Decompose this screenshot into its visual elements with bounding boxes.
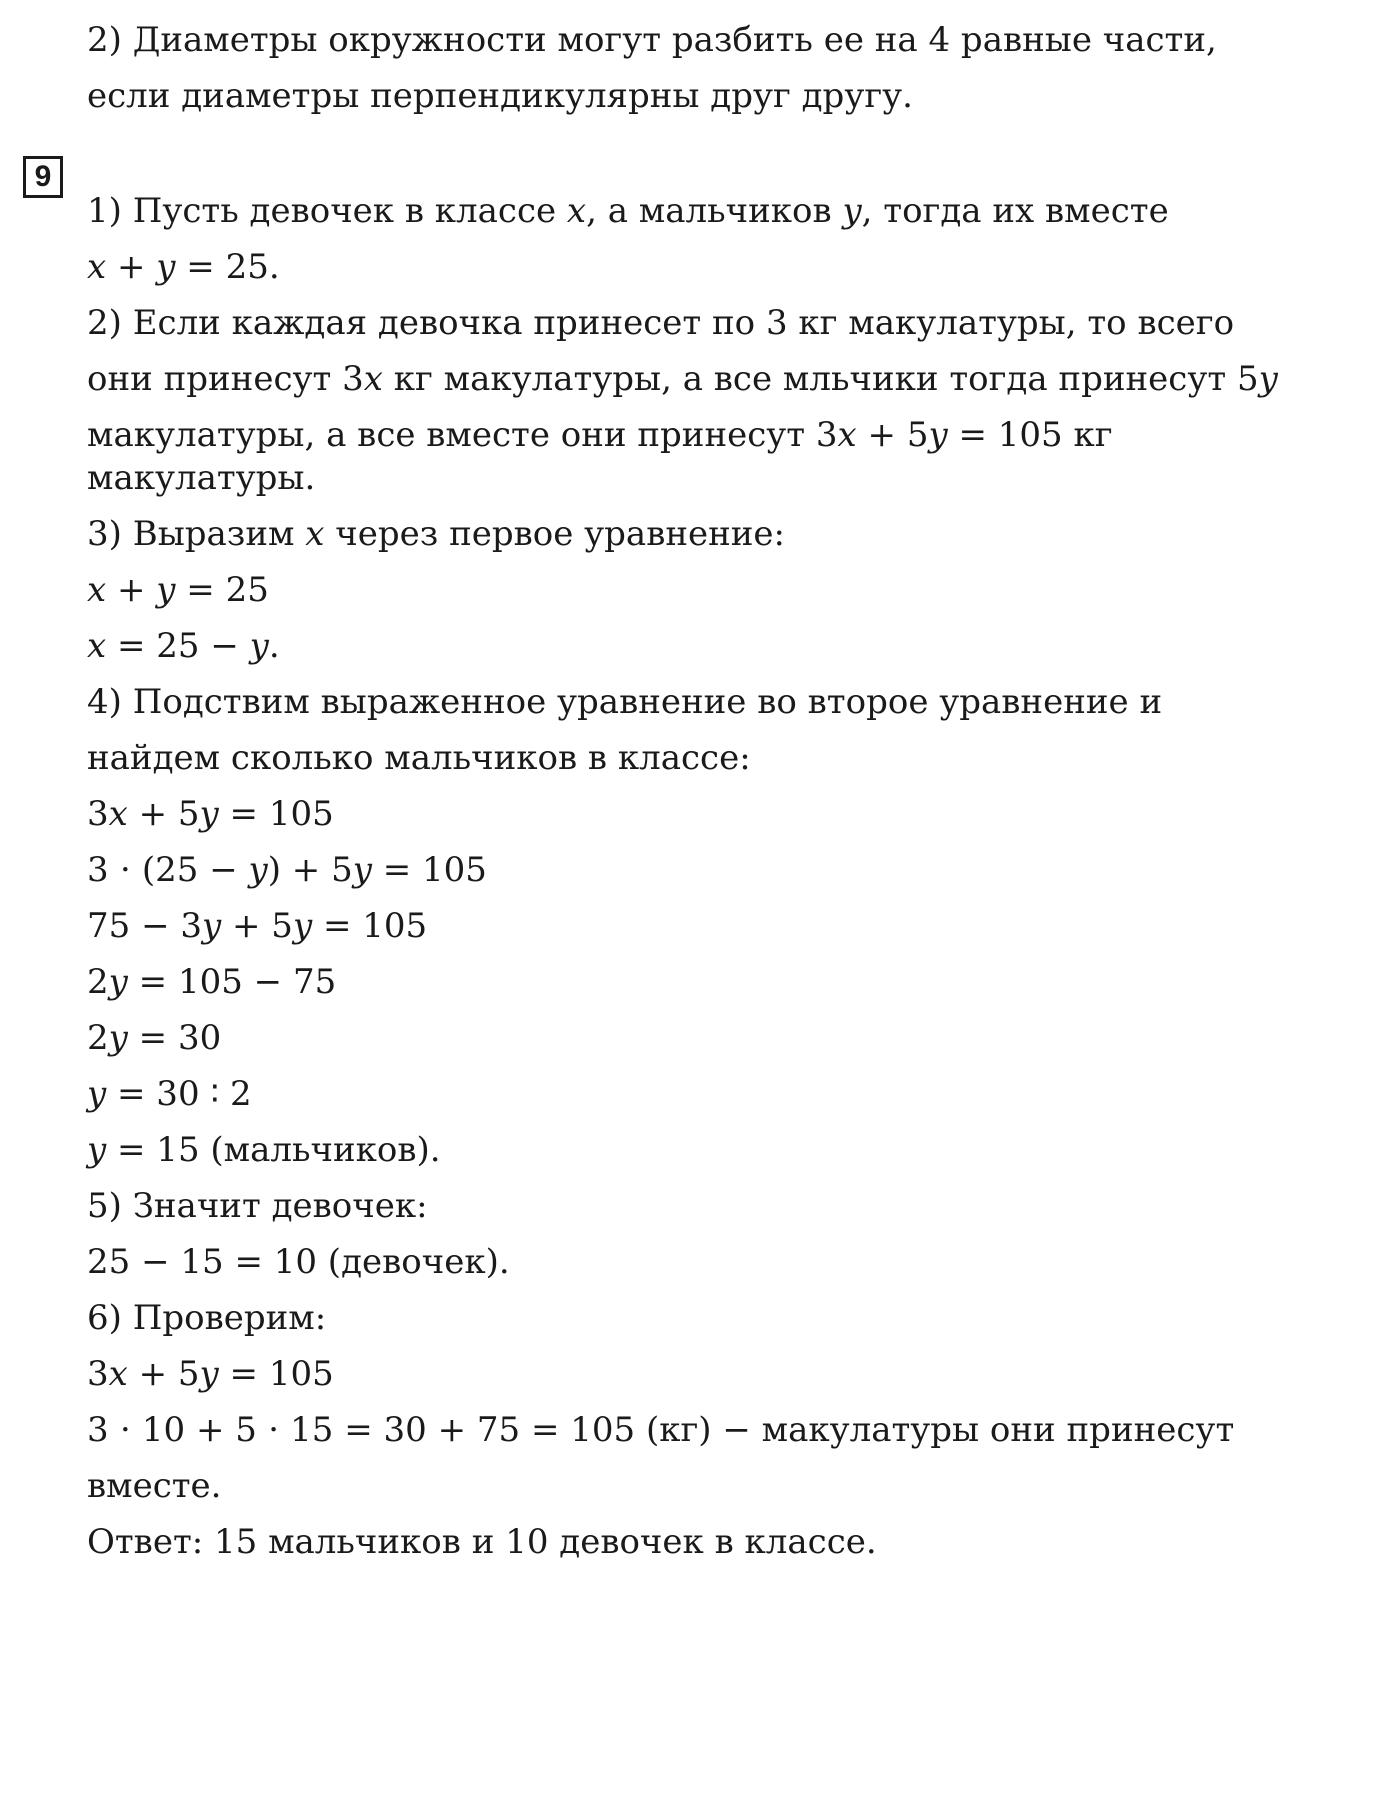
solution-line: макулатуры.	[87, 458, 316, 498]
answer-line: Ответ: 15 мальчиков и 10 девочек в классе.	[87, 1522, 877, 1562]
solution-line: 3) Выразим 𝑥 через первое уравнение:	[87, 514, 786, 554]
solution-line: макулатуры, а все вместе они принесут 3𝑥 + 5𝑦 = 105 кг	[87, 415, 1113, 455]
equation-line: 𝑦 = 30 ∶ 2	[87, 1074, 252, 1114]
equation-line: 2𝑦 = 30	[87, 1018, 222, 1058]
solution-line: 1) Пусть девочек в классе 𝑥, а мальчиков 𝑦, тогда их вместе	[87, 191, 1169, 231]
equation-line: 2𝑦 = 105 − 75	[87, 962, 337, 1002]
solution-line: 2) Если каждая девочка принесет по 3 кг макулатуры, то всего	[87, 303, 1235, 343]
equation-line: 25 − 15 = 10 (девочек).	[87, 1242, 510, 1282]
equation-line: 𝑥 = 25 − 𝑦.	[87, 626, 280, 666]
solution-line: 6) Проверим:	[87, 1298, 327, 1338]
solution-line: вместе.	[87, 1466, 222, 1506]
equation-line: 𝑦 = 15 (мальчиков).	[87, 1130, 441, 1170]
solution-line: найдем сколько мальчиков в классе:	[87, 738, 751, 778]
prev-answer-line-1: 2) Диаметры окружности могут разбить ее на 4 равные части,	[87, 20, 1217, 60]
equation-line: 3 ⋅ (25 − 𝑦) + 5𝑦 = 105	[87, 850, 487, 890]
prev-answer-line-2: если диаметры перпендикулярны друг другу.	[87, 76, 913, 116]
equation-line: 𝑥 + 𝑦 = 25	[87, 570, 269, 610]
equation-line: 3𝑥 + 5𝑦 = 105	[87, 1354, 334, 1394]
solution-line: они принесут 3𝑥 кг макулатуры, а все мльчики тогда принесут 5𝑦	[87, 359, 1278, 399]
equation-line: 𝑥 + 𝑦 = 25.	[87, 247, 280, 287]
equation-line: 3𝑥 + 5𝑦 = 105	[87, 794, 334, 834]
solution-line: 5) Значит девочек:	[87, 1186, 428, 1226]
solution-line: 4) Подствим выраженное уравнение во второе уравнение и	[87, 682, 1163, 722]
equation-line: 75 − 3𝑦 + 5𝑦 = 105	[87, 906, 428, 946]
task-number-box: 9	[23, 156, 63, 198]
equation-line: 3 ⋅ 10 + 5 ⋅ 15 = 30 + 75 = 105 (кг) − макулатуры они принесут	[87, 1410, 1235, 1450]
